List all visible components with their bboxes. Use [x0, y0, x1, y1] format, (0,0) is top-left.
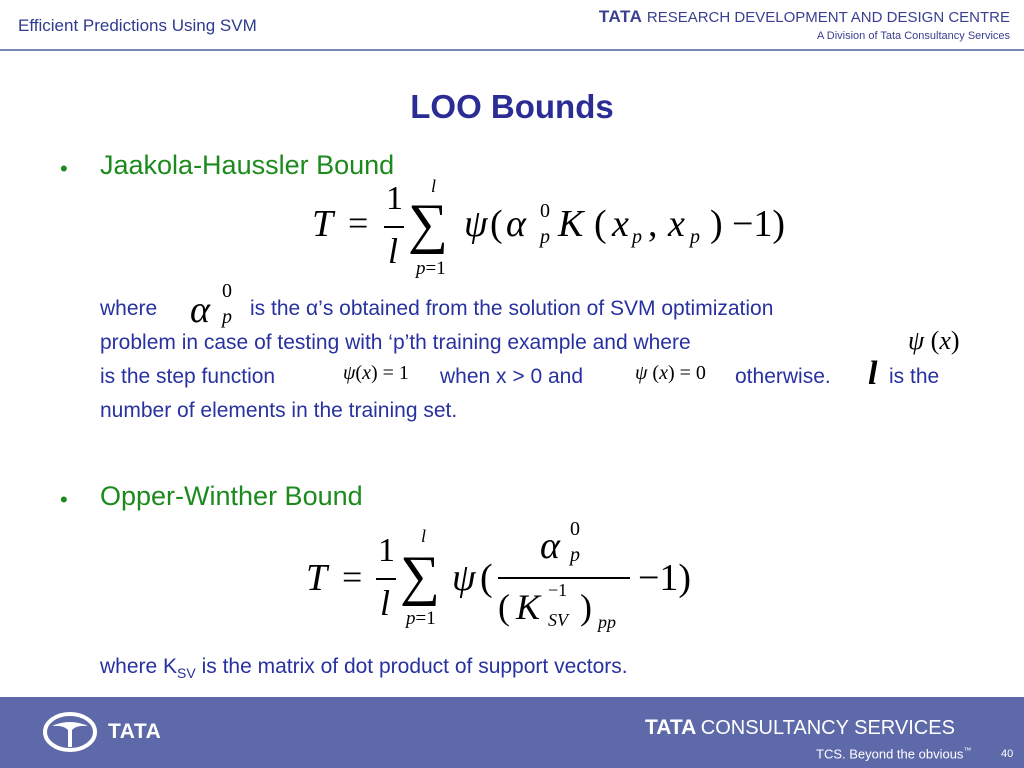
footer-tm: ™	[963, 746, 972, 755]
explanation-line3a: is the step function	[100, 365, 276, 388]
header-divider	[0, 49, 1024, 51]
footer-tagline-text: TCS. Beyond the obvious	[816, 746, 964, 762]
footer-tata-left: TATA	[108, 720, 162, 743]
ksv-explanation	[100, 650, 628, 690]
explanation-line4: number of elements in the training set.	[100, 399, 458, 422]
alpha-p0-symbol: α 0 p	[190, 280, 232, 331]
footer-tagline	[816, 746, 971, 761]
ksv-sub: SV	[177, 665, 196, 682]
header-brand-tata: TATA	[598, 7, 643, 26]
bullet-dot-1: •	[60, 156, 68, 181]
where-label-1: where	[100, 297, 158, 320]
slide-title: LOO Bounds	[410, 88, 614, 125]
explanation-line2: problem in case of testing with ‘p’th training example and where	[100, 331, 691, 354]
tata-logo-icon	[42, 712, 98, 757]
header-division: A Division of Tata Consultancy Services	[817, 30, 1010, 42]
header-brand	[599, 7, 1010, 42]
explanation-line1: is the α’s obtained from the solution of SVM optimization	[250, 297, 774, 320]
psi-x-symbol: ψ (x)	[908, 326, 960, 355]
l-symbol: l	[868, 355, 878, 392]
header-brand-text: RESEARCH DEVELOPMENT AND DESIGN CENTRE	[646, 9, 1010, 26]
formula-opper-winther: T = 1 l l ∑ p=1 ψ ( α 0 p ( K −1 SV ) pp −1)	[306, 518, 692, 632]
formula-jaakola-haussler: T = 1 l l ∑ p=1 ψ ( α 0 p K ( x p , x p ) −1)	[312, 176, 786, 279]
bullet-dot-2: •	[60, 487, 68, 512]
page-number: 40	[1001, 748, 1014, 760]
ksv-where: where K	[100, 655, 178, 678]
footer-tcs-brand	[645, 716, 955, 740]
bullet-2-label: Opper-Winther Bound	[100, 481, 363, 511]
footer-tata-right: TATA	[645, 716, 697, 739]
psi-x-equals-0: ψ (x) = 0	[635, 362, 706, 384]
header-title: Efficient Predictions Using SVM	[18, 16, 257, 35]
explanation-line3d: is the	[889, 365, 940, 388]
ksv-rest: is the matrix of dot product of support vectors.	[195, 655, 628, 678]
explanation-line3b: when x > 0 and	[440, 365, 584, 388]
footer-consultancy: CONSULTANCY SERVICES	[700, 717, 955, 739]
explanation-line3c: otherwise.	[735, 365, 831, 388]
bullet-1-label: Jaakola-Haussler Bound	[100, 150, 395, 180]
psi-x-equals-1: ψ(x) = 1	[343, 362, 409, 384]
